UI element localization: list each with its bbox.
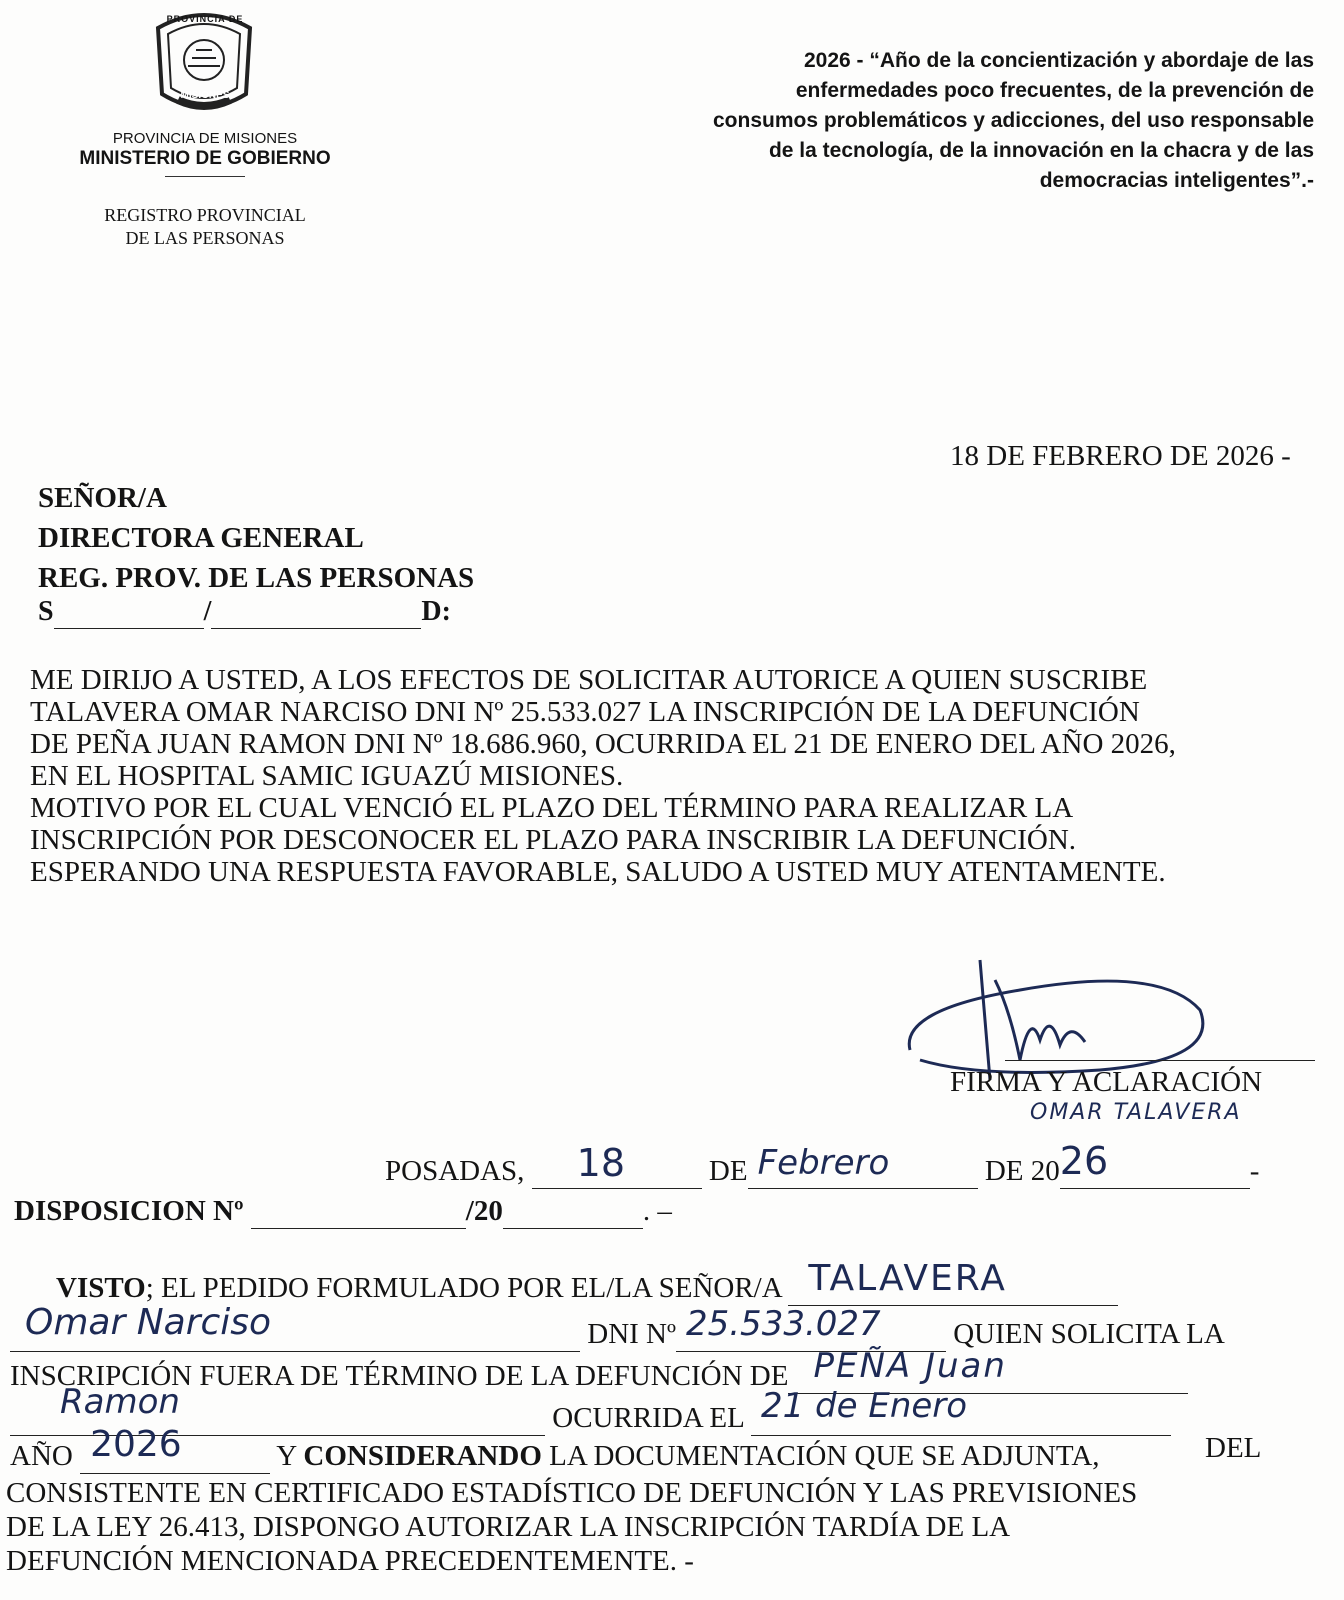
motto-line: enfermedades poco frecuentes, de la prevención de bbox=[795, 79, 1314, 102]
ocurrida-line bbox=[10, 1382, 1171, 1436]
death-date-field bbox=[751, 1386, 1171, 1436]
signature-name: OMAR TALAVERA bbox=[1030, 1100, 1242, 1125]
body-line: TALAVERA OMAR NARCISO DNI Nº 25.533.027 LA INSCRIPCIÓN DE LA DEFUNCIÓN bbox=[30, 696, 1140, 728]
final-line: DE LA LEY 26.413, DISPONGO AUTORIZAR LA INSCRIPCIÓN TARDÍA DE LA bbox=[6, 1511, 1011, 1543]
dni-label: DNI Nº bbox=[587, 1318, 676, 1350]
year-field bbox=[1059, 1139, 1250, 1189]
visto-line bbox=[56, 1258, 1118, 1306]
disposition-number-line bbox=[14, 1195, 672, 1229]
motto-line: 2026 - “Año de la concientización y abordaje de las bbox=[804, 49, 1314, 72]
sd-line bbox=[38, 596, 451, 629]
sd-slash: / bbox=[203, 596, 212, 627]
disposition-number-field bbox=[251, 1195, 466, 1229]
death-year: 2026 bbox=[90, 1424, 182, 1465]
province-label: PROVINCIA DE MISIONES bbox=[112, 130, 298, 147]
de-label: DE bbox=[708, 1155, 748, 1187]
applicant-surname-field bbox=[788, 1258, 1118, 1306]
motto-line: consumos problemáticos y adicciones, del uso responsable bbox=[712, 109, 1314, 132]
day-value: 18 bbox=[576, 1141, 626, 1185]
death-date: 21 de Enero bbox=[760, 1386, 968, 1426]
ministry-label: MINISTERIO DE GOBIERNO bbox=[79, 148, 331, 169]
sd-s: S bbox=[38, 596, 54, 627]
sd-d: D: bbox=[421, 596, 451, 627]
year-motto bbox=[520, 46, 1314, 196]
body-line: ESPERANDO UNA RESPUESTA FAVORABLE, SALUDO A USTED MUY ATENTAMENTE. bbox=[30, 856, 1166, 888]
place-label: POSADAS, bbox=[385, 1155, 525, 1187]
deceased-name-a: PEÑA Juan bbox=[813, 1346, 1007, 1386]
signature-line bbox=[1005, 1060, 1315, 1061]
seal-top-text: PROVINCIA DE bbox=[166, 14, 244, 24]
ano-label: AÑO bbox=[10, 1440, 73, 1472]
disposition-end: . – bbox=[642, 1195, 672, 1227]
considerando-text: LA DOCUMENTACIÓN QUE SE ADJUNTA, bbox=[549, 1440, 1100, 1472]
ano-line bbox=[10, 1424, 1100, 1474]
trailing-dash: - bbox=[1249, 1155, 1260, 1187]
applicant-given: Omar Narciso bbox=[25, 1302, 272, 1343]
header-divider bbox=[165, 176, 245, 177]
letter-body bbox=[30, 664, 1320, 888]
addressee-block bbox=[38, 478, 474, 598]
final-line: CONSISTENTE EN CERTIFICADO ESTADÍSTICO DE DEFUNCIÓN Y LAS PREVISIONES bbox=[6, 1477, 1138, 1509]
applicant-dni: 25.533.027 bbox=[685, 1304, 881, 1344]
disposition-year-field bbox=[503, 1195, 643, 1229]
addressee-line: SEÑOR/A bbox=[38, 482, 167, 514]
month-value: Febrero bbox=[757, 1143, 890, 1183]
motto-line: de la tecnología, de la innovación en la chacra y de las bbox=[768, 139, 1314, 162]
disposition-year-label: /20 bbox=[465, 1195, 503, 1227]
place-date-line bbox=[385, 1139, 1260, 1189]
applicant-surname: TALAVERA bbox=[808, 1258, 1007, 1299]
addressee-line: REG. PROV. DE LAS PERSONAS bbox=[38, 562, 475, 594]
ocurrida-text: OCURRIDA EL bbox=[552, 1402, 744, 1434]
provincial-seal bbox=[148, 8, 260, 118]
seal-icon bbox=[148, 8, 260, 118]
motto-line: democracias inteligentes”.- bbox=[1039, 169, 1314, 192]
body-line: ME DIRIJO A USTED, A LOS EFECTOS DE SOLICITAR AUTORICE A QUIEN SUSCRIBE bbox=[30, 664, 1148, 696]
letter-date: 18 DE FEBRERO DE 2026 - bbox=[950, 440, 1291, 472]
visto-text: ; EL PEDIDO FORMULADO POR EL/LA SEÑOR/A bbox=[145, 1272, 782, 1304]
y-word: Y bbox=[276, 1440, 297, 1472]
applicant-line bbox=[10, 1302, 1225, 1352]
registry-line-1: REGISTRO PROVINCIAL bbox=[104, 205, 306, 225]
considerando-label: CONSIDERANDO bbox=[303, 1440, 542, 1472]
registry-line-2: DE LAS PERSONAS bbox=[125, 228, 285, 248]
seal-bottom-text: MISIONES bbox=[180, 90, 230, 101]
sd-blank-2 bbox=[211, 596, 421, 629]
del-label-wrap bbox=[1205, 1432, 1261, 1465]
body-line: MOTIVO POR EL CUAL VENCIÓ EL PLAZO DEL TÉRMINO PARA REALIZAR LA bbox=[30, 792, 1074, 824]
inscripcion-line bbox=[10, 1346, 1188, 1394]
body-line: DE PEÑA JUAN RAMON DNI Nº 18.686.960, OCURRIDA EL 21 DE ENERO DEL AÑO 2026, bbox=[30, 728, 1176, 760]
deceased-name-b: Ramon bbox=[60, 1382, 180, 1422]
final-text bbox=[6, 1476, 1326, 1578]
visto-label: VISTO bbox=[56, 1272, 146, 1304]
month-field bbox=[748, 1143, 978, 1189]
inscripcion-text: INSCRIPCIÓN FUERA DE TÉRMINO DE LA DEFUNCIÓN DE bbox=[10, 1360, 789, 1392]
body-line: INSCRIPCIÓN POR DESCONOCER EL PLAZO PARA INSCRIBIR LA DEFUNCIÓN. bbox=[30, 824, 1077, 856]
death-year-field bbox=[80, 1424, 270, 1474]
sd-blank-1 bbox=[54, 596, 204, 629]
applicant-given-field bbox=[10, 1302, 580, 1352]
del-label: DEL bbox=[1205, 1432, 1262, 1464]
signature-label: FIRMA Y ACLARACIÓN bbox=[950, 1066, 1263, 1098]
solicita-text: QUIEN SOLICITA LA bbox=[953, 1318, 1225, 1350]
addressee-line: DIRECTORA GENERAL bbox=[38, 522, 364, 554]
disposition-label: DISPOSICION Nº bbox=[14, 1195, 244, 1227]
day-field bbox=[532, 1141, 702, 1189]
body-line: EN EL HOSPITAL SAMIC IGUAZÚ MISIONES. bbox=[30, 760, 624, 792]
final-line: DEFUNCIÓN MENCIONADA PRECEDENTEMENTE. - bbox=[6, 1545, 694, 1577]
year-value: 26 bbox=[1059, 1139, 1109, 1183]
de-year-label: DE 20 bbox=[984, 1155, 1060, 1187]
